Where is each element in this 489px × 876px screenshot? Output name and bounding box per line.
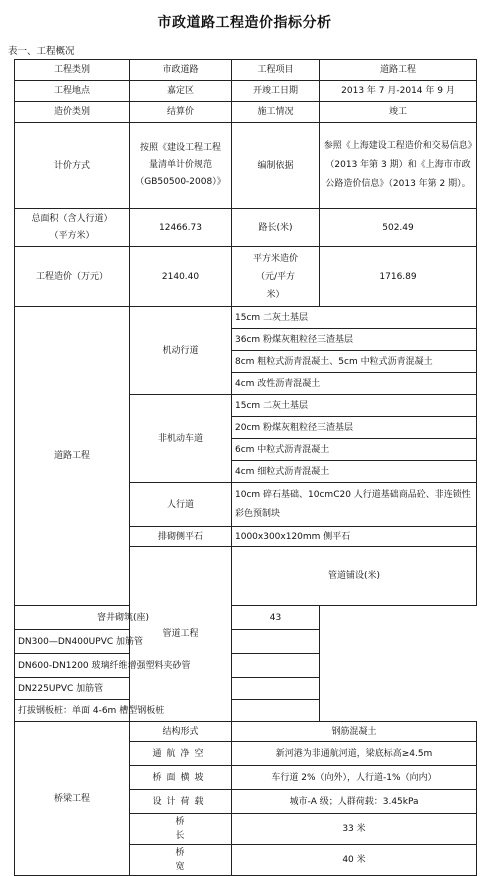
total-cost-value: 2140.40 bbox=[130, 247, 232, 307]
pipe-works-label: 管道工程 bbox=[130, 547, 232, 722]
project-overview-table bbox=[14, 59, 477, 876]
clearance-value: 新河港为非通航河道，梁底标高≥4.5m bbox=[232, 742, 477, 766]
unit-cost-value: 1716.89 bbox=[320, 247, 477, 307]
table-row bbox=[15, 307, 477, 329]
table-row bbox=[15, 678, 477, 700]
table-row bbox=[15, 81, 477, 102]
table-row bbox=[15, 654, 477, 678]
area-label bbox=[15, 209, 130, 247]
status-label: 施工情况 bbox=[232, 102, 320, 123]
table-row bbox=[15, 209, 477, 247]
type-label: 工程类别 bbox=[15, 60, 130, 81]
bridge-works-label: 桥梁工程 bbox=[15, 722, 130, 876]
motor-layer: 4cm 改性沥青混凝土 bbox=[232, 373, 477, 395]
wells-label: 窨井砌筑(座) bbox=[15, 606, 232, 630]
location-label: 工程地点 bbox=[15, 81, 130, 102]
pipe-item: DN225UPVC 加筋管 bbox=[15, 678, 320, 700]
area-label-line: （平方米） bbox=[49, 230, 95, 241]
sidewalk-value: 10cm 碎石基础、10cmC20 人行道基础商品砼、非连锁性彩色预制块 bbox=[232, 483, 477, 527]
unit-cost-label-line: 米） bbox=[266, 289, 285, 300]
unit-cost-label-line: （元/平方 bbox=[255, 271, 296, 282]
structure-value: 钢筋混凝土 bbox=[232, 722, 477, 742]
unit-cost-label bbox=[232, 247, 320, 307]
method-label: 计价方式 bbox=[15, 123, 130, 209]
location-value: 嘉定区 bbox=[130, 81, 232, 102]
method-value-line: （GB50500-2008）》 bbox=[135, 177, 226, 187]
section-heading: 表一、工程概况 bbox=[8, 46, 75, 57]
basis-label: 编制依据 bbox=[232, 123, 320, 209]
table-row bbox=[15, 247, 477, 307]
curb-label: 排砌侧平石 bbox=[130, 527, 232, 547]
curb-value: 1000x300x120mm 侧平石 bbox=[232, 527, 477, 547]
cost-type-label: 造价类别 bbox=[15, 102, 130, 123]
table-row bbox=[15, 60, 477, 81]
bridge-width-value: 40 米 bbox=[232, 845, 477, 876]
period-label: 开竣工日期 bbox=[232, 81, 320, 102]
method-value bbox=[130, 123, 232, 209]
slope-value: 车行道 2%（向外），人行道-1%（向内） bbox=[232, 766, 477, 790]
motor-layer: 15cm 二灰土基层 bbox=[232, 307, 477, 329]
structure-label: 结构形式 bbox=[130, 722, 232, 742]
pipe-item: DN300—DN400UPVC 加筋管 bbox=[15, 630, 320, 654]
page-title: 市政道路工程造价指标分析 bbox=[157, 15, 332, 31]
bridge-length-value: 33 米 bbox=[232, 814, 477, 845]
unit-cost-label-line: 平方米造价 bbox=[252, 253, 298, 264]
status-value: 竣工 bbox=[320, 102, 477, 123]
nonmotor-layer: 4cm 细粒式沥青混凝土 bbox=[232, 461, 477, 483]
area-label-line: 总面积（含人行道） bbox=[31, 213, 113, 224]
table-row bbox=[15, 123, 477, 209]
method-value-line: 量清单计价规范 bbox=[148, 160, 212, 170]
method-value-line: 按照《建设工程工程 bbox=[139, 143, 221, 153]
project-label: 工程项目 bbox=[232, 60, 320, 81]
load-label: 设计荷载 bbox=[130, 790, 232, 814]
nonmotor-layer: 20cm 粉煤灰粗粒径三渣基层 bbox=[232, 417, 477, 439]
area-value: 12466.73 bbox=[130, 209, 232, 247]
bridge-length-label: 桥长 bbox=[130, 814, 232, 845]
motor-lane-label: 机动行道 bbox=[130, 307, 232, 395]
wells-value: 43 bbox=[232, 606, 320, 630]
clearance-label: 通航净空 bbox=[130, 742, 232, 766]
load-value: 城市-A 级；人群荷载：3.45kPa bbox=[232, 790, 477, 814]
period-value: 2013 年 7 月-2014 年 9 月 bbox=[320, 81, 477, 102]
motor-layer: 36cm 粉煤灰粗粒径三渣基层 bbox=[232, 329, 477, 351]
project-value: 道路工程 bbox=[320, 60, 477, 81]
nonmotor-layer: 6cm 中粒式沥青混凝土 bbox=[232, 439, 477, 461]
cost-type-value: 结算价 bbox=[130, 102, 232, 123]
table-row bbox=[15, 722, 477, 742]
total-cost-label: 工程造价（万元） bbox=[15, 247, 130, 307]
pipe-item: DN600-DN1200 玻璃纤维增强塑料夹砂管 bbox=[15, 654, 320, 678]
sidewalk-label: 人行道 bbox=[130, 483, 232, 527]
motor-layer: 8cm 粗粒式沥青混凝土、5cm 中粒式沥青混凝土 bbox=[232, 351, 477, 373]
table-row bbox=[15, 700, 477, 722]
length-value: 502.49 bbox=[320, 209, 477, 247]
table-row bbox=[15, 630, 477, 654]
length-label: 路长(米) bbox=[232, 209, 320, 247]
nonmotor-layer: 15cm 二灰土基层 bbox=[232, 395, 477, 417]
type-value: 市政道路 bbox=[130, 60, 232, 81]
pipe-item: 打拔钢板桩：单面 4-6m 槽型钢板桩 bbox=[15, 700, 320, 722]
table-row bbox=[15, 606, 477, 630]
basis-value: 参照《上海建设工程造价和交易信息》（2013 年第 3 期）和《上海市市政公路造价信息》（2013 年第 2 期）。 bbox=[320, 123, 477, 209]
bridge-width-label: 桥宽 bbox=[130, 845, 232, 876]
table-row bbox=[15, 102, 477, 123]
pipe-laying-label: 管道铺设(米) bbox=[232, 547, 477, 606]
nonmotor-lane-label: 非机动车道 bbox=[130, 395, 232, 483]
slope-label: 桥面横坡 bbox=[130, 766, 232, 790]
road-works-label: 道路工程 bbox=[15, 307, 130, 606]
